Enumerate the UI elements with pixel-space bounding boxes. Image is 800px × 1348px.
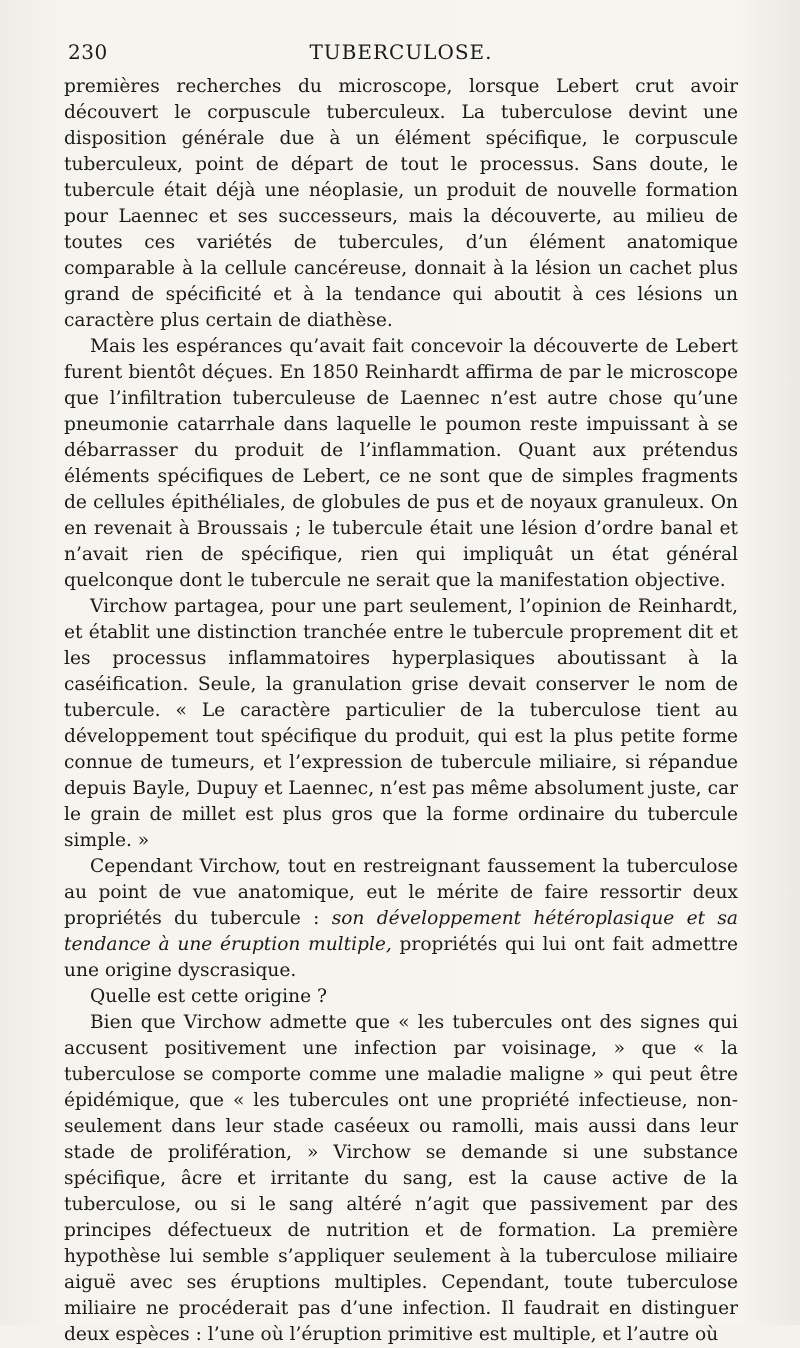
paragraph-text: Virchow partagea, pour une part seulement, l’opinion de Reinhardt, et établit une distinction tranchée entre le tubercule proprement dit et les processus inflammatoires hyperplasiques aboutissant à la caséification. Seule, la granulation grise devait conserver le nom de tubercule. « Le caractère particulier de la tuberculose tient au développement tout spécifique du produit, qui est la plus petite forme connue de tumeurs, et l’expression de tubercule miliaire, si répandue depuis Bayle, Dupuy et Laennec, n’est pas même absolument juste, car le grain de millet est plus gros que la forme ordinaire du tubercule simple. » (64, 596, 738, 851)
paragraph-text: Cependant Virchow, tout en restreignant faussement la tuberculose au point de vue anatomique, eut le mérite de faire ressortir deux propriétés du tubercule : (64, 856, 738, 929)
italic-text: son développement hétéroplasique et sa tendance à une éruption multiple, (64, 908, 739, 955)
paragraph (64, 984, 738, 1010)
running-head (64, 40, 738, 74)
paragraph (64, 334, 738, 594)
page-number: 230 (68, 40, 108, 64)
paragraph (64, 1010, 738, 1348)
paragraph-text: premières recherches du microscope, lorsque Lebert crut avoir découvert le corpuscule tuberculeux. La tuberculose devint une disposition générale due à un élément spécifique, le corpuscule tuberculeux, point de départ de tout le processus. Sans doute, le tubercule était déjà une néoplasie, un produit de nouvelle formation pour Laennec et ses successeurs, mais la découverte, au milieu de toutes ces variétés de tubercules, d’un élément anatomique comparable à la cellule cancéreuse, donnait à la lésion un cachet plus grand de spécificité et à la tendance qui aboutit à ces lésions un caractère plus certain de diathèse. (64, 76, 738, 331)
paragraph-text: Mais les espérances qu’avait fait concevoir la découverte de Lebert furent bientôt déçues. En 1850 Reinhardt affirma de par le microscope que l’infiltration tuberculeuse de Laennec n’est autre chose qu’une pneumonie catarrhale dans laquelle le poumon reste impuissant à se débarrasser du produit de l’inflammation. Quant aux prétendus éléments spécifiques de Lebert, ce ne sont que de simples fragments de cellules épithéliales, de globules de pus et de noyaux granuleux. On en revenait à Broussais ; le tubercule était une lésion d’ordre banal et n’avait rien de spécifique, rien qui impliquât un état général quelconque dont le tubercule ne serait que la manifestation objective. (64, 336, 738, 591)
paragraph (64, 594, 738, 854)
paragraph (64, 854, 738, 984)
running-title: TUBERCULOSE. (309, 40, 493, 64)
paragraph (64, 74, 738, 334)
paragraph-text: Bien que Virchow admette que « les tubercules ont des signes qui accusent positivement une infection par voisinage, » que « la tuberculose se comporte comme une maladie maligne » qui peut être épidémique, que « les tubercules ont une propriété infectieuse, non-seulement dans leur stade caséeux ou ramolli, mais aussi dans leur stade de prolifération, » Virchow se demande si une substance spécifique, âcre et irritante du sang, est la cause active de la tuberculose, ou si le sang altéré n’agit que passivement par des principes défectueux de nutrition et de formation. La première hypothèse lui semble s’appliquer seulement à la tuberculose miliaire aiguë avec ses éruptions multiples. Cependant, toute tuberculose miliaire ne procéderait pas d’une infection. Il faudrait en distinguer deux espèces : l’une où l’éruption primitive est multiple, et l’autre où (64, 1012, 738, 1345)
paragraph-text: Quelle est cette origine ? (90, 986, 327, 1007)
body-text (64, 74, 738, 1348)
paragraph-text: propriétés qui lui ont fait admettre une origine dyscrasique. (64, 934, 738, 981)
